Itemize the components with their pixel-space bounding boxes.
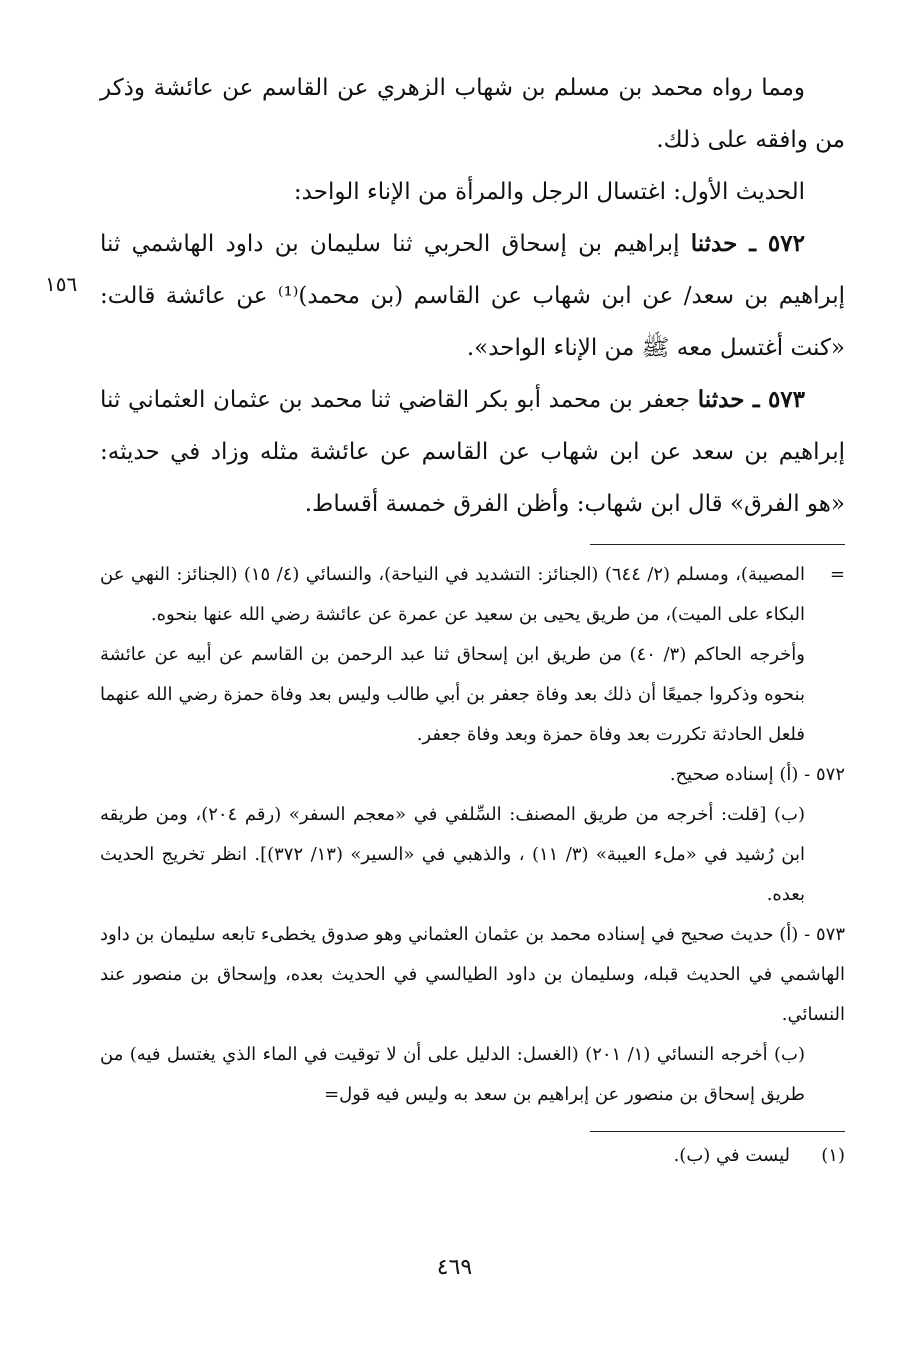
note-continuation: [100, 555, 845, 635]
notes-divider: [590, 544, 845, 545]
note-continuation-text: المصيبة)، ومسلم (٢/ ٦٤٤) (الجنائز: التشديد في النياحة)، والنسائي (٤/ ١٥) (الجنائز: النهي عن البكاء على الميت)، من طريق يحيى بن سعيد عن عمرة عن عائشة رضي الله عنها بنحوه.: [100, 564, 805, 625]
note-572-a: ٥٧٢ - (أ) إسناده صحيح.: [669, 764, 845, 785]
footnote-1-text: ليست في (ب).: [673, 1145, 790, 1166]
hadith-572: [100, 218, 845, 374]
notes-section: [100, 555, 845, 1115]
footnote-1-number: (١): [821, 1145, 845, 1166]
note-573-b: (ب) أخرجه النسائي (١/ ٢٠١) (الغسل: الدليل على أن لا توقيت في الماء الذي يغتسل فيه) من طريق إسحاق بن منصور عن إبراهيم بن سعد به وليس فيه قول=: [100, 1044, 805, 1105]
continuation-marker: =: [829, 564, 845, 585]
footnote-divider: [590, 1131, 845, 1132]
intro-paragraph: ومما رواه محمد بن مسلم بن شهاب الزهري عن القاسم عن عائشة وذكر من وافقه على ذلك.: [100, 75, 845, 153]
margin-folio-number: ١٥٦: [45, 272, 78, 296]
hadith-572-number: ٥٧٢ ـ حدثنا: [690, 230, 805, 257]
footnote-1: [100, 1136, 845, 1176]
hadith-572-text: إبراهيم بن إسحاق الحربي ثنا سليمان بن داود الهاشمي ثنا إبراهيم بن سعد/ عن ابن شهاب عن القاسم (بن محمد)⁽¹⁾ عن عائشة قالت: «كنت أغتسل معه ﷺ من الإناء الواحد».: [100, 231, 846, 361]
note-hakim: وأخرجه الحاكم (٣/ ٤٠) من طريق ابن إسحاق ثنا عبد الرحمن بن القاسم عن أبيه عن عائشة بنحوه وذكروا جميعًا أن ذلك بعد وفاة جعفر بن أبي طالب وليس بعد وفاة حمزة رضي الله عنهما فلعل الحادثة تكررت بعد وفاة حمزة وبعد وفاة جعفر.: [100, 644, 805, 745]
page-number: ٤٦٩: [436, 1255, 473, 1280]
note-572-b: (ب) [قلت: أخرجه من طريق المصنف: السِّلفي في «معجم السفر» (رقم ٢٠٤)، ومن طريقه ابن رُشيد في «ملء العيبة» (٣/ ١١) ، والذهبي في «السير» (١٣/ ٣٧٢)]. انظر تخريج الحديث بعده.: [100, 804, 806, 905]
page-body: [45, 62, 846, 1176]
main-text: [45, 62, 846, 530]
chapter-heading: الحديث الأول: اغتسال الرجل والمرأة من الإناء الواحد:: [293, 179, 805, 205]
hadith-573-text: جعفر بن محمد أبو بكر القاضي ثنا محمد بن عثمان العثماني ثنا إبراهيم بن سعد عن ابن شهاب عن القاسم عن عائشة مثله وزاد في حديثه: «هو الفرق» قال ابن شهاب: وأظن الفرق خمسة أقساط.: [100, 387, 845, 517]
note-573-a: ٥٧٣ - (أ) حديث صحيح في إسناده محمد بن عثمان العثماني وهو صدوق يخطىء تابعه سليمان بن داود الهاشمي في الحديث قبله، وسليمان بن داود الطيالسي في الحديث بعده، وإسحاق بن منصور عند النسائي.: [100, 924, 845, 1025]
hadith-573-number: ٥٧٣ ـ حدثنا: [697, 386, 805, 413]
hadith-573: [100, 374, 845, 530]
